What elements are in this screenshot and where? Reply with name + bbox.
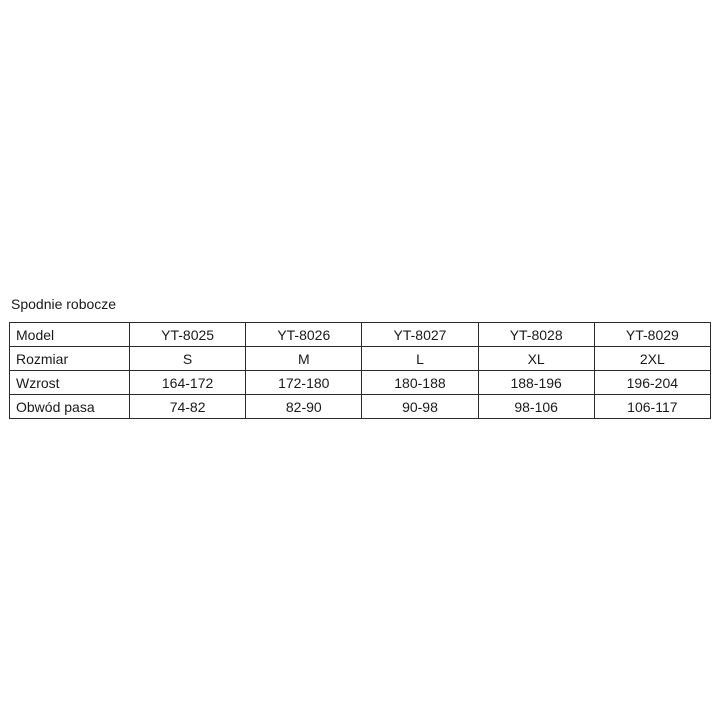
- table-row-height: [10, 371, 711, 395]
- table-row-model: [10, 323, 711, 347]
- table-cell: 106-117: [594, 395, 710, 419]
- row-label-waist: Obwód pasa: [10, 395, 130, 419]
- table-cell: 196-204: [594, 371, 710, 395]
- table-title: Spodnie robocze: [11, 296, 117, 312]
- table-row-waist: [10, 395, 711, 419]
- table-cell: 172-180: [246, 371, 362, 395]
- table-cell: YT-8028: [478, 323, 594, 347]
- table-cell: YT-8029: [594, 323, 710, 347]
- row-label-size: Rozmiar: [10, 347, 130, 371]
- table-cell: YT-8026: [246, 323, 362, 347]
- table-cell: 164-172: [130, 371, 246, 395]
- table-cell: 90-98: [362, 395, 478, 419]
- row-label-model: Model: [10, 323, 130, 347]
- table-cell: YT-8025: [130, 323, 246, 347]
- table-cell: XL: [478, 347, 594, 371]
- table-cell: 180-188: [362, 371, 478, 395]
- table-cell: 188-196: [478, 371, 594, 395]
- table-cell: 98-106: [478, 395, 594, 419]
- table-cell: 82-90: [246, 395, 362, 419]
- table-cell: 74-82: [130, 395, 246, 419]
- table-cell: YT-8027: [362, 323, 478, 347]
- table-cell: 2XL: [594, 347, 710, 371]
- table-cell: S: [130, 347, 246, 371]
- table-row-size: [10, 347, 711, 371]
- size-chart-table: [9, 322, 711, 419]
- row-label-height: Wzrost: [10, 371, 130, 395]
- table-cell: L: [362, 347, 478, 371]
- table-cell: M: [246, 347, 362, 371]
